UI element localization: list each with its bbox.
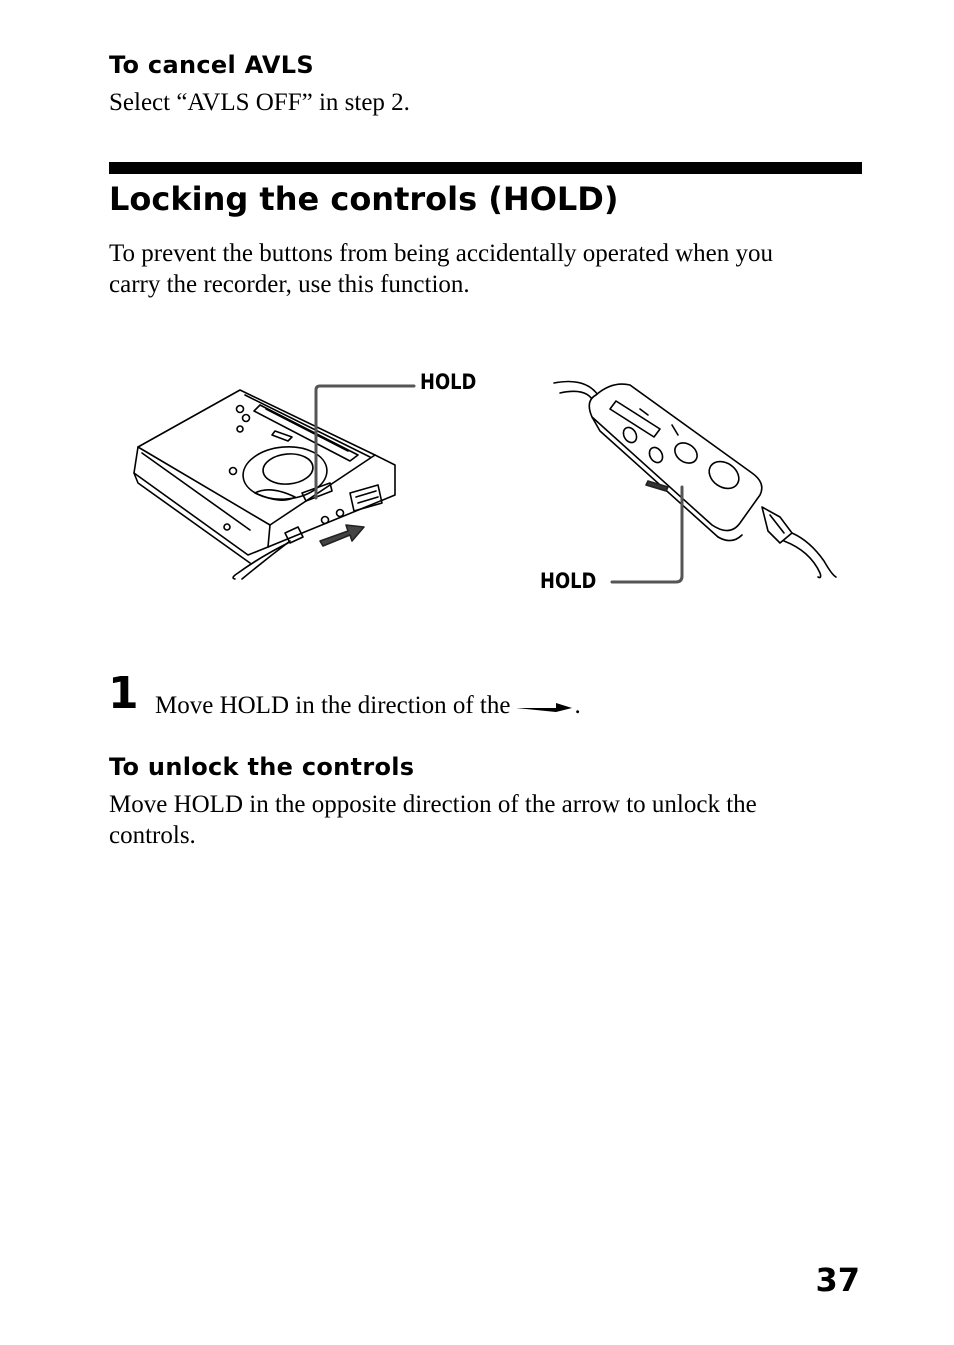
slide-direction-arrow — [320, 525, 364, 546]
step-1-text-after-arrow: . — [574, 692, 581, 719]
page-number: 37 — [815, 1261, 860, 1299]
remote-drawing — [554, 382, 836, 578]
recorder-drawing — [134, 390, 395, 579]
slide-arrow-icon — [516, 700, 572, 714]
section-intro-line-1: To prevent the buttons from being accidentally operated when you — [109, 240, 774, 267]
section-rule — [109, 162, 862, 174]
unlock-heading: To unlock the controls — [109, 753, 415, 781]
step-1-text — [155, 690, 581, 721]
remote-hold-label: HOLD — [540, 569, 597, 593]
cancel-avls-heading: To cancel AVLS — [109, 51, 314, 79]
hold-illustration — [120, 365, 860, 593]
step-number: 1 — [108, 668, 139, 719]
recorder-hold-label: HOLD — [420, 370, 477, 394]
hold-illustration-drawing — [120, 365, 860, 593]
step-1-text-before-arrow: Move HOLD in the direction of the — [155, 692, 511, 719]
section-title: Locking the controls (HOLD) — [109, 180, 619, 218]
unlock-text-line-2: controls. — [109, 822, 196, 849]
cancel-avls-text: Select “AVLS OFF” in step 2. — [109, 89, 410, 116]
section-intro-line-2: carry the recorder, use this function. — [109, 271, 470, 298]
remote-hold-callout-line — [612, 487, 682, 582]
unlock-text-line-1: Move HOLD in the opposite direction of the arrow to unlock the — [109, 791, 757, 818]
